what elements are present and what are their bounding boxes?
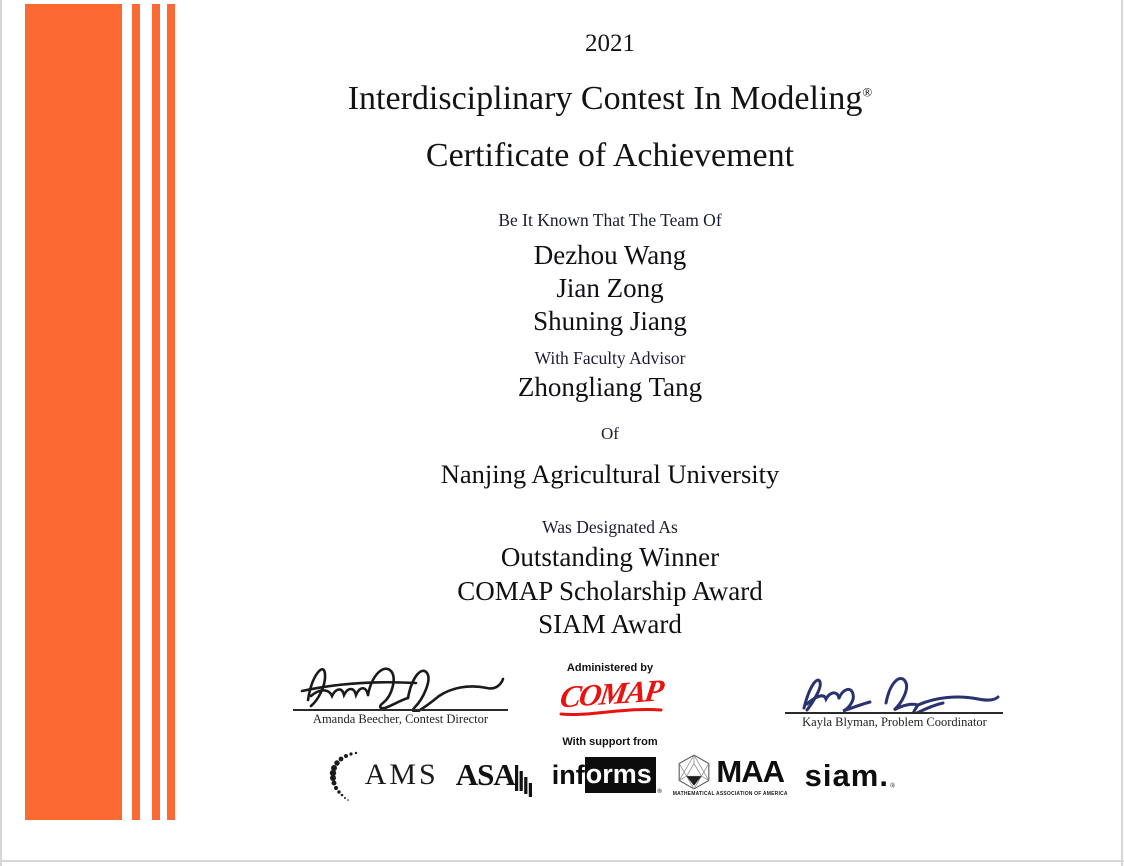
comap-logo [556, 672, 666, 726]
award-name: SIAM Award [538, 609, 682, 639]
maa-logo [673, 754, 788, 797]
problem-coordinator-signature-icon [796, 668, 1002, 714]
team-intro-label: Be It Known That The Team Of [498, 210, 722, 230]
award-name: Outstanding Winner [500, 542, 720, 572]
sponsor-logos-row [96, 746, 1124, 804]
maa-logo-text: MAA [716, 754, 785, 789]
institution-name: Nanjing Agricultural University [440, 459, 780, 489]
page-border-left [0, 0, 2, 866]
problem-coordinator-name-title: Kayla Blyman, Problem Coordinator [802, 715, 987, 729]
team-member-name: Shuning Jiang [533, 306, 687, 336]
registered-trademark-symbol: ® [657, 789, 662, 795]
signature-line-right [785, 712, 1003, 714]
certificate-year: 2021 [585, 30, 635, 57]
certificate-subtitle: Certificate of Achievement [425, 137, 795, 174]
certificate-title-text: Interdisciplinary Contest In Modeling [347, 80, 863, 117]
informs-logo-prefix: inf [551, 759, 585, 790]
informs-logo-boxed-text: orms [585, 757, 656, 793]
advisor-label: With Faculty Advisor [534, 348, 686, 368]
award-name: COMAP Scholarship Award [457, 576, 763, 606]
team-member-name: Jian Zong [556, 273, 664, 303]
asa-logo [456, 753, 535, 797]
ams-dots-arc-icon [325, 749, 363, 801]
siam-logo [804, 757, 896, 793]
support-label: With support from [562, 736, 658, 748]
informs-logo [551, 757, 662, 795]
registered-trademark-symbol: ® [862, 84, 873, 100]
advisor-name: Zhongliang Tang [517, 372, 703, 402]
asa-logo-text: ASA [455, 757, 515, 792]
siam-logo-text: siam. [804, 757, 889, 793]
maa-caption: MATHEMATICAL ASSOCIATION OF AMERICA [672, 790, 788, 797]
signature-line-left [293, 709, 508, 711]
contest-director-name-title: Amanda Beecher, Contest Director [312, 712, 489, 726]
ams-logo [325, 749, 439, 801]
designation-label: Was Designated As [542, 517, 678, 537]
team-member-name: Dezhou Wang [533, 240, 687, 270]
administered-by-label: Administered by [566, 662, 654, 674]
comap-logo-text: COMAP [557, 672, 665, 715]
of-label: Of [601, 424, 619, 443]
registered-trademark-symbol: ® [889, 781, 896, 790]
certificate-title [96, 80, 1124, 118]
maa-icosahedron-icon [676, 754, 712, 790]
contest-director-signature-icon [298, 656, 506, 712]
asa-bars-icon [515, 763, 535, 797]
ams-logo-text: AMS [364, 758, 439, 791]
